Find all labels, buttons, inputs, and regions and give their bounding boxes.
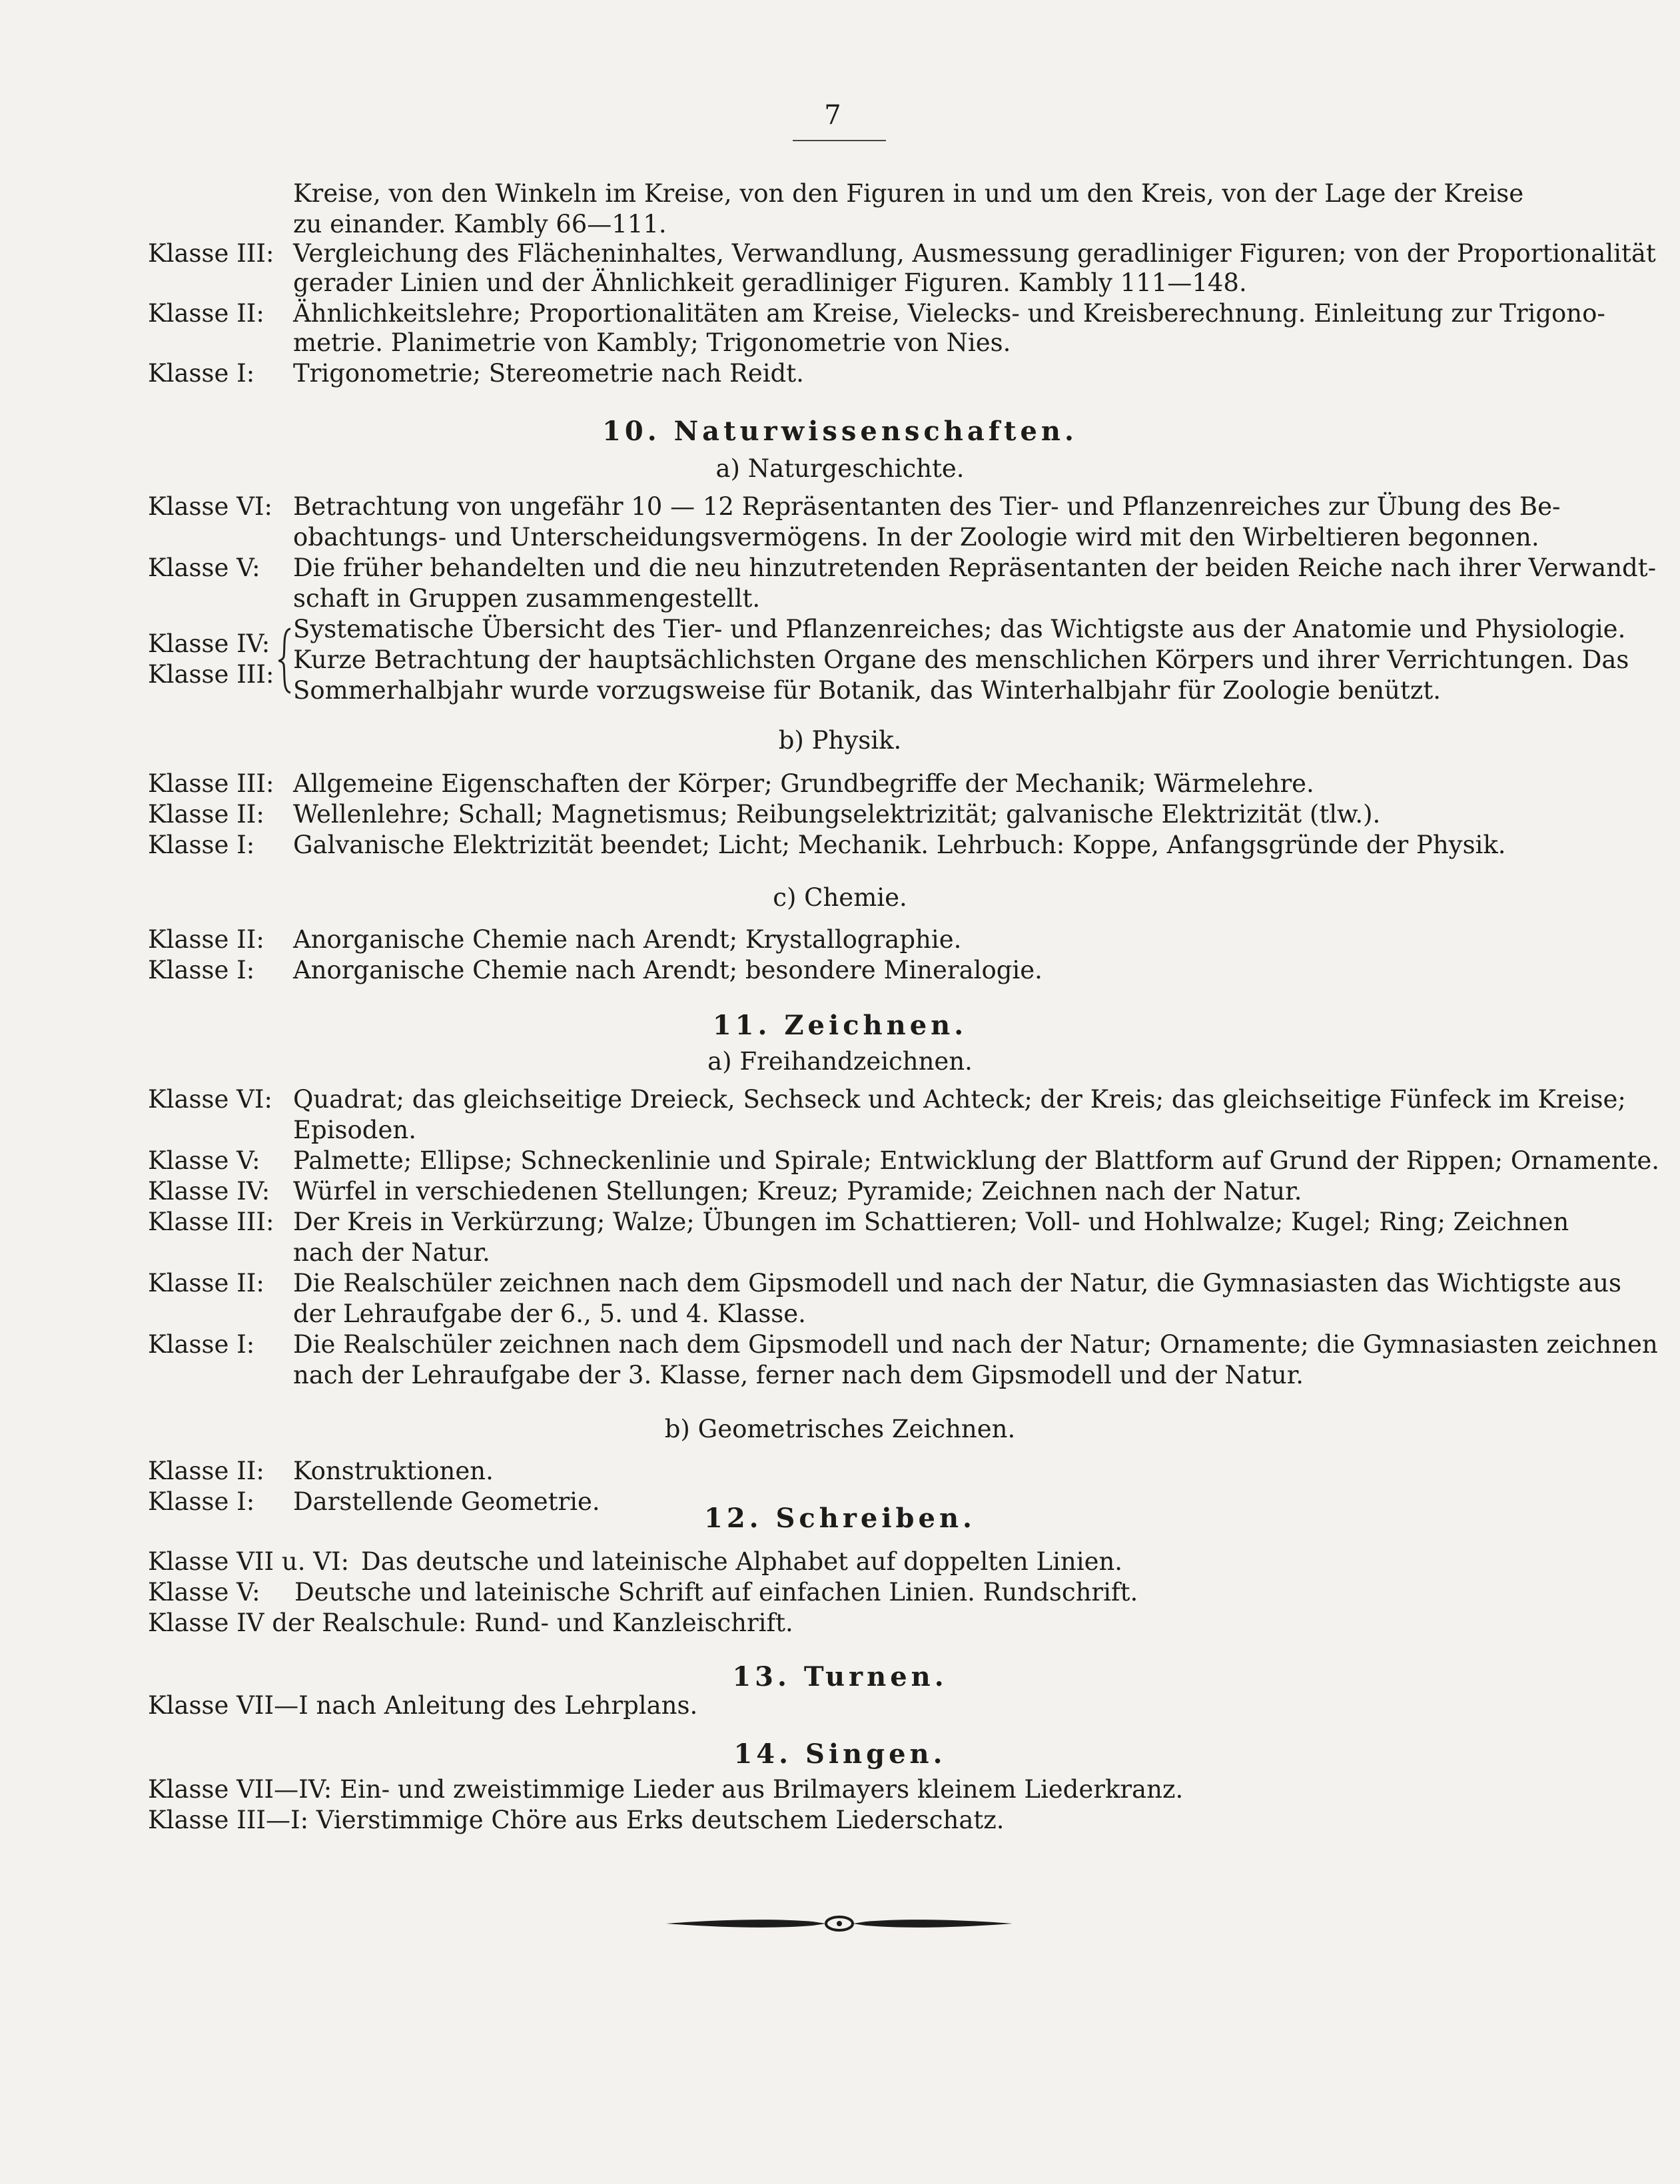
draw-klasse-4-label: Klasse IV: xyxy=(148,1177,270,1206)
math-klasse-1-label: Klasse I: xyxy=(148,359,255,388)
ornament-divider-icon xyxy=(666,1910,1013,1937)
subheading-physics: b) Physik. xyxy=(778,726,902,755)
chemistry-klasse-1-label: Klasse I: xyxy=(148,956,255,984)
singing-line-2: Klasse III—I: Vierstimmige Chöre aus Erks deutschem Liederschatz. xyxy=(148,1806,1005,1834)
draw-klasse-6-line-1: Quadrat; das gleichseitige Dreieck, Sechseck und Achteck; der Kreis; das gleichseitige Fünfeck im Kreise; xyxy=(293,1085,1626,1114)
math-klasse-2-line-1: Ähnlichkeitslehre; Proportionalitäten am Kreise, Vielecks- und Kreisberechnung. Einleitung zur Trigono- xyxy=(293,299,1605,328)
nat-klasse-6-line-1: Betrachtung von ungefähr 10 — 12 Repräsentanten des Tier- und Pflanzenreiches zur Übung des Be- xyxy=(293,492,1561,521)
writing-klasse-5-label: Klasse V: xyxy=(148,1578,260,1607)
subheading-freehand-drawing: a) Freihandzeichnen. xyxy=(707,1047,973,1076)
draw-klasse-3-line-1: Der Kreis in Verkürzung; Walze; Übungen im Schattieren; Voll- und Hohlwalze; Kugel; Ring; Zeichnen xyxy=(293,1208,1569,1236)
draw-klasse-1-line-2: nach der Lehraufgabe der 3. Klasse, ferner nach dem Gipsmodell und der Natur. xyxy=(293,1361,1304,1389)
math-klasse-3-label: Klasse III: xyxy=(148,239,274,268)
geom-klasse-1-label: Klasse I: xyxy=(148,1487,255,1516)
draw-klasse-2-line-1: Die Realschüler zeichnen nach dem Gipsmodell und nach der Natur, die Gymnasiasten das Wichtigste aus xyxy=(293,1269,1621,1297)
physics-klasse-1-text: Galvanische Elektrizität beendet; Licht; Mechanik. Lehrbuch: Koppe, Anfangsgründe der Physik. xyxy=(293,831,1506,859)
math-klasse-2-label: Klasse II: xyxy=(148,299,264,328)
section-heading-natural-sciences: 10. Naturwissenschaften. xyxy=(602,416,1078,447)
subheading-chemistry: c) Chemie. xyxy=(773,883,907,912)
draw-klasse-5-text: Palmette; Ellipse; Schneckenlinie und Spirale; Entwicklung der Blattform auf Grund der Rippen; Ornamente. xyxy=(293,1146,1660,1175)
physics-klasse-2-text: Wellenlehre; Schall; Magnetismus; Reibungselektrizität; galvanische Elektrizität (tlw.). xyxy=(293,800,1381,829)
math-klasse-1-line-1: Trigonometrie; Stereometrie nach Reidt. xyxy=(293,359,804,388)
writing-klasse-7-6-text: Das deutsche und lateinische Alphabet auf doppelten Linien. xyxy=(361,1547,1123,1576)
draw-klasse-1-label: Klasse I: xyxy=(148,1330,255,1359)
section-heading-gymnastics: 13. Turnen. xyxy=(732,1661,948,1692)
singing-line-1: Klasse VII—IV: Ein- und zweistimmige Lieder aus Brilmayers kleinem Liederkranz. xyxy=(148,1775,1184,1804)
section-heading-writing: 12. Schreiben. xyxy=(704,1503,976,1534)
subheading-geometric-drawing: b) Geometrisches Zeichnen. xyxy=(664,1415,1016,1443)
nat-klasse-4-3-line-1: Systematische Übersicht des Tier- und Pflanzenreiches; das Wichtigste aus der Anatomie und Physiologie. xyxy=(293,615,1626,643)
nat-klasse-4-label: Klasse IV: xyxy=(148,629,270,658)
writing-klasse-5-text: Deutsche und lateinische Schrift auf einfachen Linien. Rundschrift. xyxy=(294,1578,1138,1607)
nat-klasse-6-label: Klasse VI: xyxy=(148,492,272,521)
physics-klasse-1-label: Klasse I: xyxy=(148,831,255,859)
physics-klasse-3-label: Klasse III: xyxy=(148,769,274,798)
draw-klasse-1-line-1: Die Realschüler zeichnen nach dem Gipsmodell und nach der Natur; Ornamente; die Gymnasiasten zeichnen xyxy=(293,1330,1658,1359)
gymnastics-text: Klasse VII—I nach Anleitung des Lehrplans. xyxy=(148,1691,698,1720)
physics-klasse-2-label: Klasse II: xyxy=(148,800,264,829)
geom-klasse-2-label: Klasse II: xyxy=(148,1457,264,1485)
section-heading-singing: 14. Singen. xyxy=(733,1738,947,1770)
draw-klasse-2-line-2: der Lehraufgabe der 6., 5. und 4. Klasse. xyxy=(293,1299,806,1328)
section-heading-drawing: 11. Zeichnen. xyxy=(712,1010,968,1041)
draw-klasse-3-line-2: nach der Natur. xyxy=(293,1238,490,1267)
nat-klasse-5-label: Klasse V: xyxy=(148,553,260,582)
nat-klasse-4-3-line-3: Sommerhalbjahr wurde vorzugsweise für Botanik, das Winterhalbjahr für Zoologie benützt. xyxy=(293,676,1441,705)
math-continuation-line-2: zu einander. Kambly 66—111. xyxy=(293,210,667,238)
physics-klasse-3-text: Allgemeine Eigenschaften der Körper; Grundbegriffe der Mechanik; Wärmelehre. xyxy=(293,769,1314,798)
page-number-rule xyxy=(793,140,886,141)
nat-klasse-5-line-1: Die früher behandelten und die neu hinzutretenden Repräsentanten der beiden Reiche nach ihrer Verwandt- xyxy=(293,553,1657,582)
geom-klasse-1-text: Darstellende Geometrie. xyxy=(293,1487,600,1516)
math-klasse-2-line-2: metrie. Planimetrie von Kambly; Trigonometrie von Nies. xyxy=(293,328,1011,357)
math-continuation-line-1: Kreise, von den Winkeln im Kreise, von den Figuren in und um den Kreis, von der Lage der Kreise xyxy=(293,179,1524,208)
math-klasse-3-line-2: gerader Linien und der Ähnlichkeit geradliniger Figuren. Kambly 111—148. xyxy=(293,268,1247,297)
chemistry-klasse-2-label: Klasse II: xyxy=(148,925,264,954)
nat-klasse-6-line-2: obachtungs- und Unterscheidungsvermögens. In der Zoologie wird mit den Wirbeltieren begonnen. xyxy=(293,523,1539,551)
math-klasse-3-line-1: Vergleichung des Flächeninhaltes, Verwandlung, Ausmessung geradliniger Figuren; von der Proportionalität xyxy=(293,239,1656,268)
subheading-natural-history: a) Naturgeschichte. xyxy=(715,454,965,483)
nat-klasse-4-3-line-2: Kurze Betrachtung der hauptsächlichsten Organe des menschlichen Körpers und ihrer Verrichtungen. Das xyxy=(293,645,1629,674)
writing-klasse-4-realschule: Klasse IV der Realschule: Rund- und Kanzleischrift. xyxy=(148,1609,793,1637)
page-number: 7 xyxy=(824,100,841,131)
draw-klasse-5-label: Klasse V: xyxy=(148,1146,260,1175)
draw-klasse-3-label: Klasse III: xyxy=(148,1208,274,1236)
writing-klasse-7-6-label: Klasse VII u. VI: xyxy=(148,1547,350,1576)
nat-klasse-5-line-2: schaft in Gruppen zusammengestellt. xyxy=(293,584,761,613)
draw-klasse-4-text: Würfel in verschiedenen Stellungen; Kreuz; Pyramide; Zeichnen nach der Natur. xyxy=(293,1177,1302,1206)
chemistry-klasse-2-text: Anorganische Chemie nach Arendt; Krystallographie. xyxy=(293,925,962,954)
chemistry-klasse-1-text: Anorganische Chemie nach Arendt; besondere Mineralogie. xyxy=(293,956,1043,984)
draw-klasse-6-line-2: Episoden. xyxy=(293,1116,416,1144)
nat-klasse-3-label: Klasse III: xyxy=(148,660,274,689)
draw-klasse-2-label: Klasse II: xyxy=(148,1269,264,1297)
draw-klasse-6-label: Klasse VI: xyxy=(148,1085,272,1114)
geom-klasse-2-text: Konstruktionen. xyxy=(293,1457,494,1485)
